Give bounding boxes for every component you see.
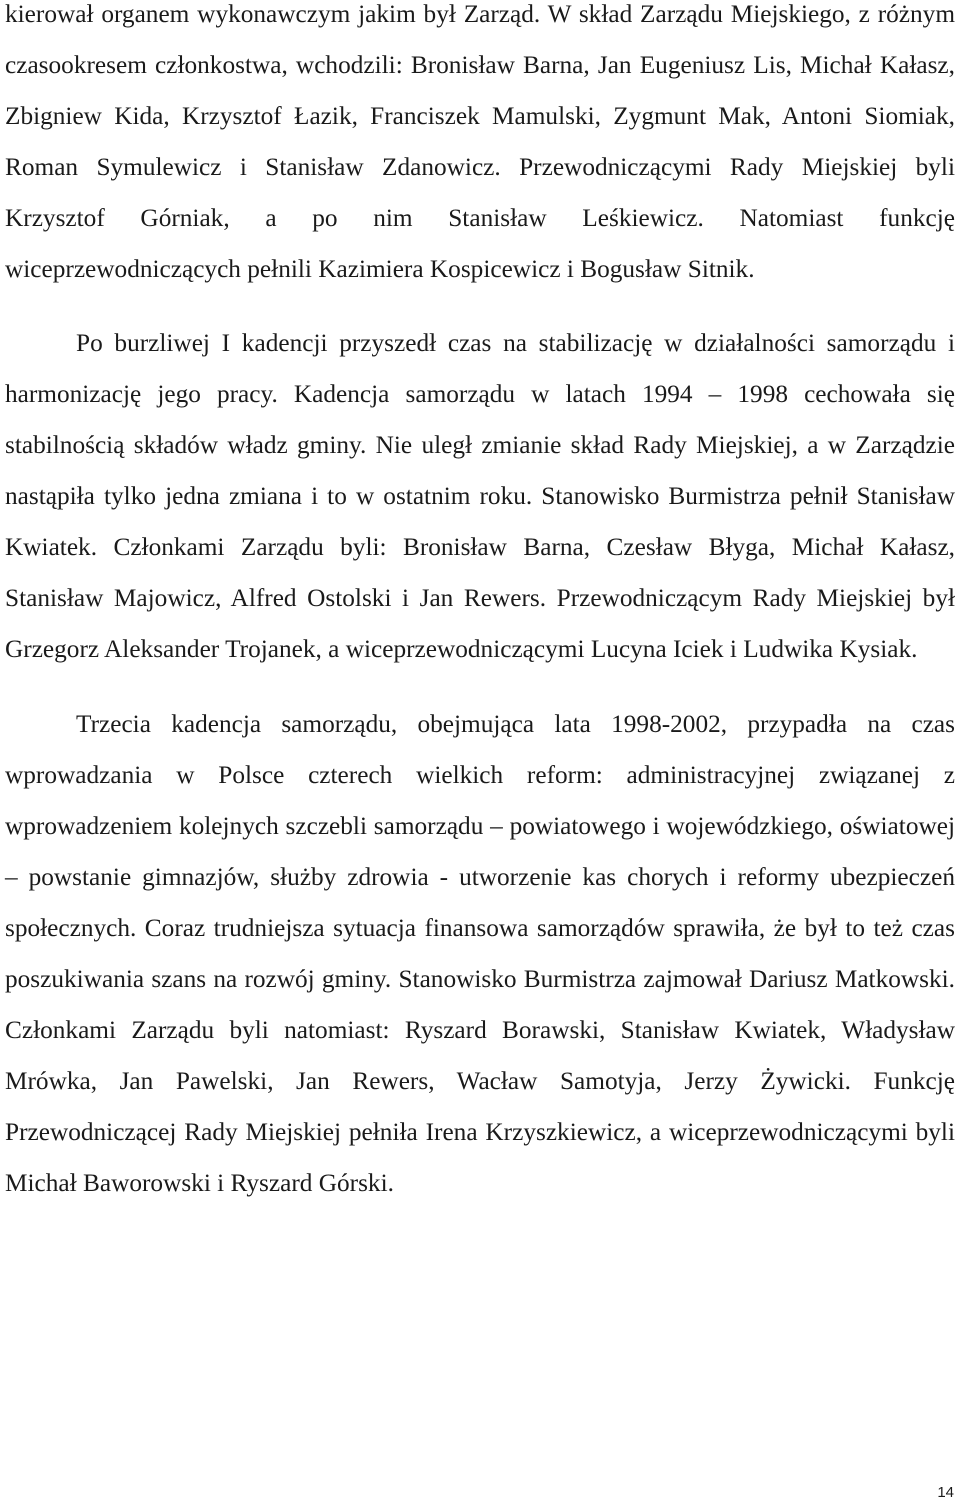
paragraph-1: kierował organem wykonawczym jakim był Zarząd. W skład Zarządu Miejskiego, z różnym czasookresem członkostwa, wchodzili: Bronisław Barna, Jan Eugeniusz Lis, Michał Kałasz, Zbigniew Kida, Krzysztof Łazik, Franciszek Mamulski, Zygmunt Mak, Antoni Siomiak, Roman Symulewicz i Stanisław Zdanowicz. Przewodniczącymi Rady Miejskiej byli Krzysztof Górniak, a po nim Stanisław Leśkiewicz. Natomiast funkcję wiceprzewodniczących pełnili Kazimiera Kospicewicz i Bogusław Sitnik. [5, 0, 955, 283]
document-page [5, 0, 955, 1209]
paragraph-spacer [5, 675, 955, 699]
paragraph-spacer [5, 295, 955, 318]
paragraph-2: Po burzliwej I kadencji przyszedł czas na stabilizację w działalności samorządu i harmonizację jego pracy. Kadencja samorządu w latach 1994 – 1998 cechowała się stabilnością składów władz gminy. Nie uległ zmianie skład Rady Miejskiej, a w Zarządzie nastąpiła tylko jedna zmiana i to w ostatnim roku. Stanowisko Burmistrza pełnił Stanisław Kwiatek. Członkami Zarządu byli: Bronisław Barna, Czesław Błyga, Michał Kałasz, Stanisław Majowicz, Alfred Ostolski i Jan Rewers. Przewodniczącym Rady Miejskiej był Grzegorz Aleksander Trojanek, a wiceprzewodniczącymi Lucyna Iciek i Ludwika Kysiak. [5, 329, 955, 663]
page-number: 14 [937, 1484, 954, 1501]
paragraph-3: Trzecia kadencja samorządu, obejmująca lata 1998-2002, przypadła na czas wprowadzania w Polsce czterech wielkich reform: administracyjnej związanej z wprowadzeniem kolejnych szczebli samorządu – powiatowego i wojewódzkiego, oświatowej – powstanie gimnazjów, służby zdrowia - utworzenie kas chorych i reformy ubezpieczeń społecznych. Coraz trudniejsza sytuacja finansowa samorządów sprawiła, że był to też czas poszukiwania szans na rozwój gminy. Stanowisko Burmistrza zajmował Dariusz Matkowski. Członkami Zarządu byli natomiast: Ryszard Borawski, Stanisław Kwiatek, Władysław Mrówka, Jan Pawelski, Jan Rewers, Wacław Samotyja, Jerzy Żywicki. Funkcję Przewodniczącej Rady Miejskiej pełniła Irena Krzyszkiewicz, a wiceprzewodniczącymi byli Michał Baworowski i Ryszard Górski. [5, 710, 955, 1197]
